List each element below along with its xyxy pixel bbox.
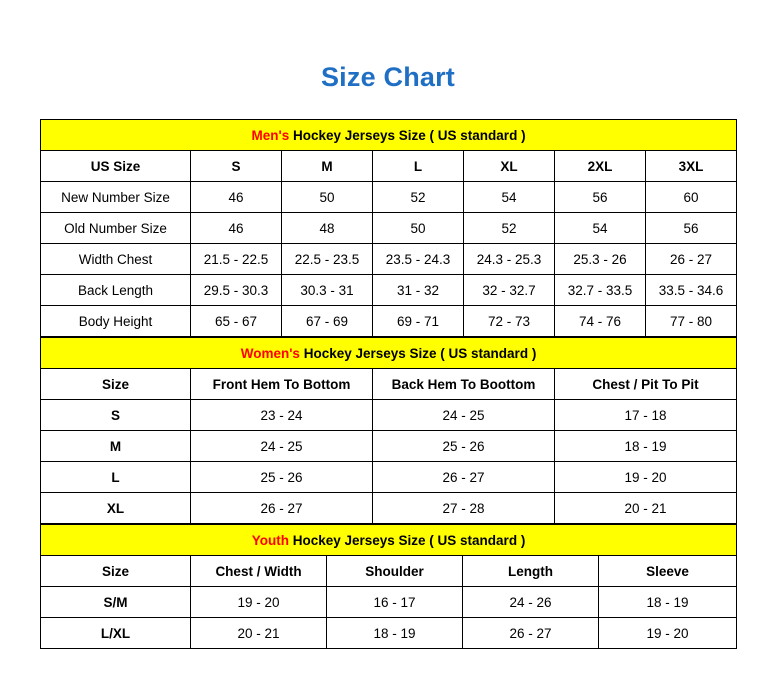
mens-cell-2-4: 24.3 - 25.3 — [464, 244, 555, 275]
table-header-row — [41, 151, 737, 182]
youth-cell-1-1: 20 - 21 — [191, 618, 327, 649]
womens-header-accent: Women's — [240, 345, 300, 361]
table-row — [41, 213, 737, 244]
youth-col-head-0: Size — [41, 556, 191, 587]
table-section-header-row — [41, 120, 737, 151]
table-row — [41, 182, 737, 213]
mens-cell-4-1: 65 - 67 — [191, 306, 282, 337]
mens-cell-1-2: 48 — [282, 213, 373, 244]
mens-cell-0-5: 56 — [555, 182, 646, 213]
table-row — [41, 493, 737, 524]
table-section-header-row — [41, 525, 737, 556]
mens-cell-4-2: 67 - 69 — [282, 306, 373, 337]
mens-cell-3-5: 32.7 - 33.5 — [555, 275, 646, 306]
mens-cell-3-1: 29.5 - 30.3 — [191, 275, 282, 306]
womens-cell-3-1: 26 - 27 — [191, 493, 373, 524]
youth-size-table — [40, 524, 737, 649]
womens-cell-0-2: 24 - 25 — [373, 400, 555, 431]
youth-col-head-3: Length — [463, 556, 599, 587]
youth-section-header — [41, 525, 737, 556]
table-row — [41, 462, 737, 493]
mens-cell-4-6: 77 - 80 — [646, 306, 737, 337]
table-row — [41, 400, 737, 431]
womens-col-head-0: Size — [41, 369, 191, 400]
mens-row-4-label: Body Height — [41, 306, 191, 337]
mens-cell-0-3: 52 — [373, 182, 464, 213]
youth-cell-0-2: 16 - 17 — [327, 587, 463, 618]
womens-header-rest: Hockey Jerseys Size ( US standard ) — [299, 345, 537, 361]
mens-col-head-3: L — [373, 151, 464, 182]
womens-cell-3-3: 20 - 21 — [555, 493, 737, 524]
womens-size-table — [40, 337, 737, 524]
mens-row-0-label: New Number Size — [41, 182, 191, 213]
mens-cell-2-3: 23.5 - 24.3 — [373, 244, 464, 275]
mens-cell-4-5: 74 - 76 — [555, 306, 646, 337]
mens-cell-0-6: 60 — [646, 182, 737, 213]
womens-cell-3-2: 27 - 28 — [373, 493, 555, 524]
youth-cell-1-3: 26 - 27 — [463, 618, 599, 649]
womens-row-3-label: XL — [41, 493, 191, 524]
youth-col-head-1: Chest / Width — [191, 556, 327, 587]
womens-col-head-3: Chest / Pit To Pit — [555, 369, 737, 400]
mens-cell-1-6: 56 — [646, 213, 737, 244]
mens-cell-0-1: 46 — [191, 182, 282, 213]
table-row — [41, 306, 737, 337]
table-header-row — [41, 556, 737, 587]
womens-cell-1-1: 24 - 25 — [191, 431, 373, 462]
youth-cell-0-4: 18 - 19 — [599, 587, 737, 618]
mens-row-1-label: Old Number Size — [41, 213, 191, 244]
mens-cell-2-2: 22.5 - 23.5 — [282, 244, 373, 275]
youth-row-1-label: L/XL — [41, 618, 191, 649]
youth-col-head-4: Sleeve — [599, 556, 737, 587]
mens-cell-1-3: 50 — [373, 213, 464, 244]
womens-row-0-label: S — [41, 400, 191, 431]
youth-cell-0-3: 24 - 26 — [463, 587, 599, 618]
mens-col-head-6: 3XL — [646, 151, 737, 182]
table-row — [41, 244, 737, 275]
mens-header-rest: Hockey Jerseys Size ( US standard ) — [289, 127, 526, 143]
mens-col-head-5: 2XL — [555, 151, 646, 182]
page-title: Size Chart — [320, 62, 456, 92]
mens-cell-3-6: 33.5 - 34.6 — [646, 275, 737, 306]
table-row — [41, 587, 737, 618]
mens-col-head-2: M — [282, 151, 373, 182]
mens-col-head-0: US Size — [41, 151, 191, 182]
womens-cell-0-1: 23 - 24 — [191, 400, 373, 431]
mens-section-header — [41, 120, 737, 151]
mens-cell-1-5: 54 — [555, 213, 646, 244]
mens-cell-3-2: 30.3 - 31 — [282, 275, 373, 306]
mens-header-accent: Men's — [251, 127, 290, 143]
mens-cell-4-4: 72 - 73 — [464, 306, 555, 337]
womens-cell-2-2: 26 - 27 — [373, 462, 555, 493]
womens-row-1-label: M — [41, 431, 191, 462]
mens-cell-0-2: 50 — [282, 182, 373, 213]
mens-cell-3-3: 31 - 32 — [373, 275, 464, 306]
size-chart-tables — [40, 119, 736, 649]
mens-cell-0-4: 54 — [464, 182, 555, 213]
womens-cell-2-1: 25 - 26 — [191, 462, 373, 493]
mens-row-2-label: Width Chest — [41, 244, 191, 275]
youth-row-0-label: S/M — [41, 587, 191, 618]
youth-header-rest: Hockey Jerseys Size ( US standard ) — [288, 532, 526, 548]
womens-section-header — [41, 338, 737, 369]
mens-cell-4-3: 69 - 71 — [373, 306, 464, 337]
mens-cell-2-6: 26 - 27 — [646, 244, 737, 275]
youth-cell-0-1: 19 - 20 — [191, 587, 327, 618]
table-header-row — [41, 369, 737, 400]
youth-col-head-2: Shoulder — [327, 556, 463, 587]
youth-cell-1-2: 18 - 19 — [327, 618, 463, 649]
mens-size-table — [40, 119, 737, 337]
womens-col-head-2: Back Hem To Boottom — [373, 369, 555, 400]
womens-cell-2-3: 19 - 20 — [555, 462, 737, 493]
mens-cell-2-1: 21.5 - 22.5 — [191, 244, 282, 275]
mens-col-head-4: XL — [464, 151, 555, 182]
mens-row-3-label: Back Length — [41, 275, 191, 306]
womens-row-2-label: L — [41, 462, 191, 493]
mens-cell-1-4: 52 — [464, 213, 555, 244]
table-row — [41, 431, 737, 462]
womens-col-head-1: Front Hem To Bottom — [191, 369, 373, 400]
mens-cell-1-1: 46 — [191, 213, 282, 244]
table-section-header-row — [41, 338, 737, 369]
womens-cell-0-3: 17 - 18 — [555, 400, 737, 431]
youth-header-accent: Youth — [251, 532, 289, 548]
youth-cell-1-4: 19 - 20 — [599, 618, 737, 649]
womens-cell-1-2: 25 - 26 — [373, 431, 555, 462]
mens-cell-3-4: 32 - 32.7 — [464, 275, 555, 306]
table-row — [41, 275, 737, 306]
mens-col-head-1: S — [191, 151, 282, 182]
mens-cell-2-5: 25.3 - 26 — [555, 244, 646, 275]
table-row — [41, 618, 737, 649]
womens-cell-1-3: 18 - 19 — [555, 431, 737, 462]
